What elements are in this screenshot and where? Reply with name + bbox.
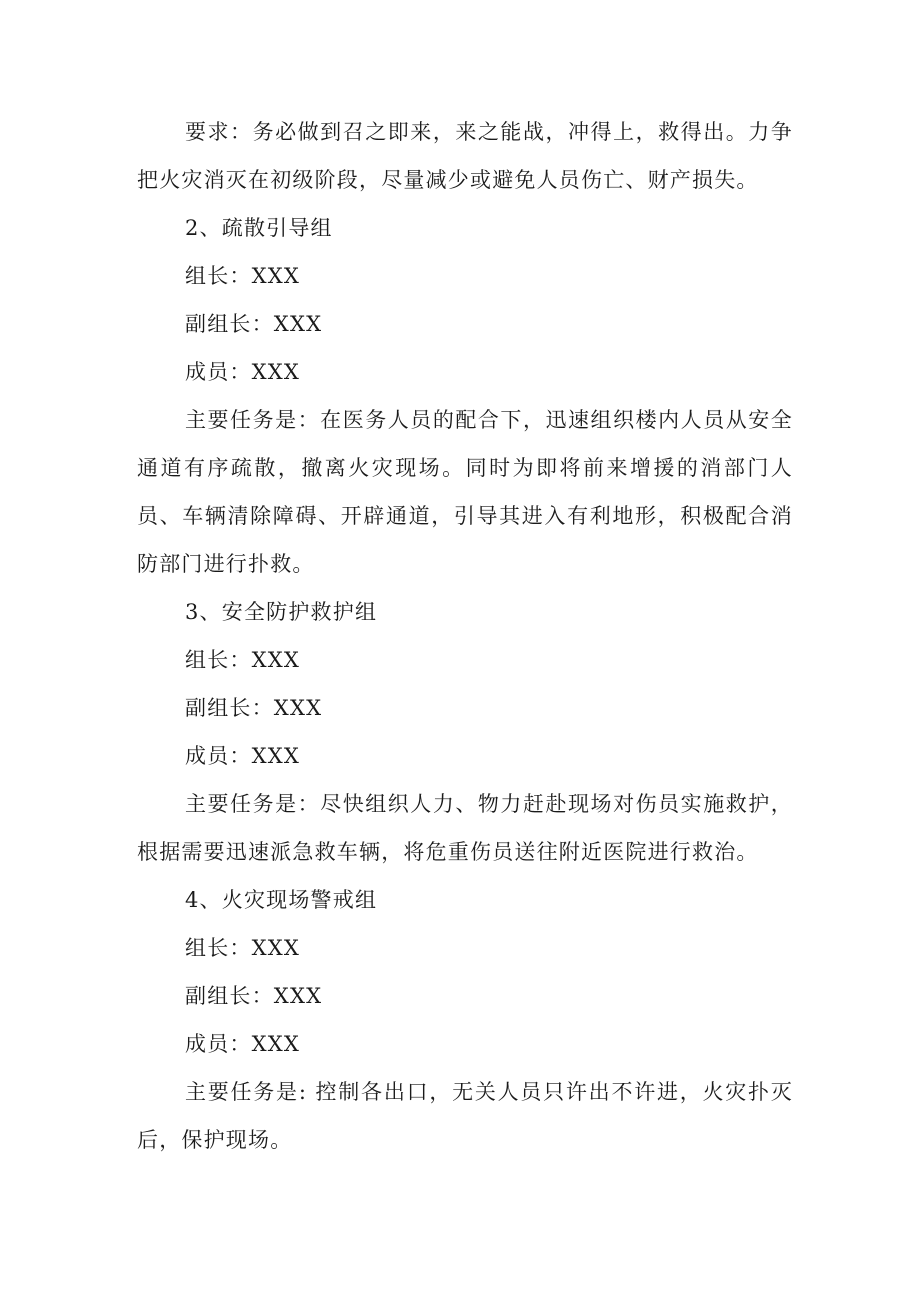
section-heading-cordon: 4、火灾现场警戒组 — [185, 888, 378, 912]
members-line: 成员：XXX — [185, 1032, 301, 1056]
section-heading-rescue: 3、安全防护救护组 — [185, 600, 378, 624]
group-leader-line: 组长：XXX — [185, 648, 301, 672]
task-paragraph-evacuation: 主要任务是：在医务人员的配合下，迅速组织楼内人员从安全通道有序疏散，撤离火灾现场。同时为即将前来增援的消部门人员、车辆清除障碍、开辟通道，引导其进入有利地形，积极配合消防部门进行扑救。 — [137, 408, 793, 576]
deputy-leader-line: 副组长：XXX — [185, 696, 323, 720]
requirement-paragraph: 要求：务必做到召之即来，来之能战，冲得上，救得出。力争把火灾消灭在初级阶段，尽量减少或避免人员伤亡、财产损失。 — [137, 120, 793, 192]
group-leader-line: 组长：XXX — [185, 936, 301, 960]
members-line: 成员：XXX — [185, 360, 301, 384]
task-paragraph-cordon: 主要任务是: 控制各出口，无关人员只许出不许进，火灾扑灭后，保护现场。 — [137, 1080, 793, 1152]
deputy-leader-line: 副组长：XXX — [185, 312, 323, 336]
task-paragraph-rescue: 主要任务是：尽快组织人力、物力赶赴现场对伤员实施救护，根据需要迅速派急救车辆，将危重伤员送往附近医院进行救治。 — [137, 792, 793, 864]
group-leader-line: 组长：XXX — [185, 264, 301, 288]
deputy-leader-line: 副组长：XXX — [185, 984, 323, 1008]
document-page — [137, 108, 793, 1164]
members-line: 成员：XXX — [185, 744, 301, 768]
section-heading-evacuation: 2、疏散引导组 — [185, 216, 333, 240]
